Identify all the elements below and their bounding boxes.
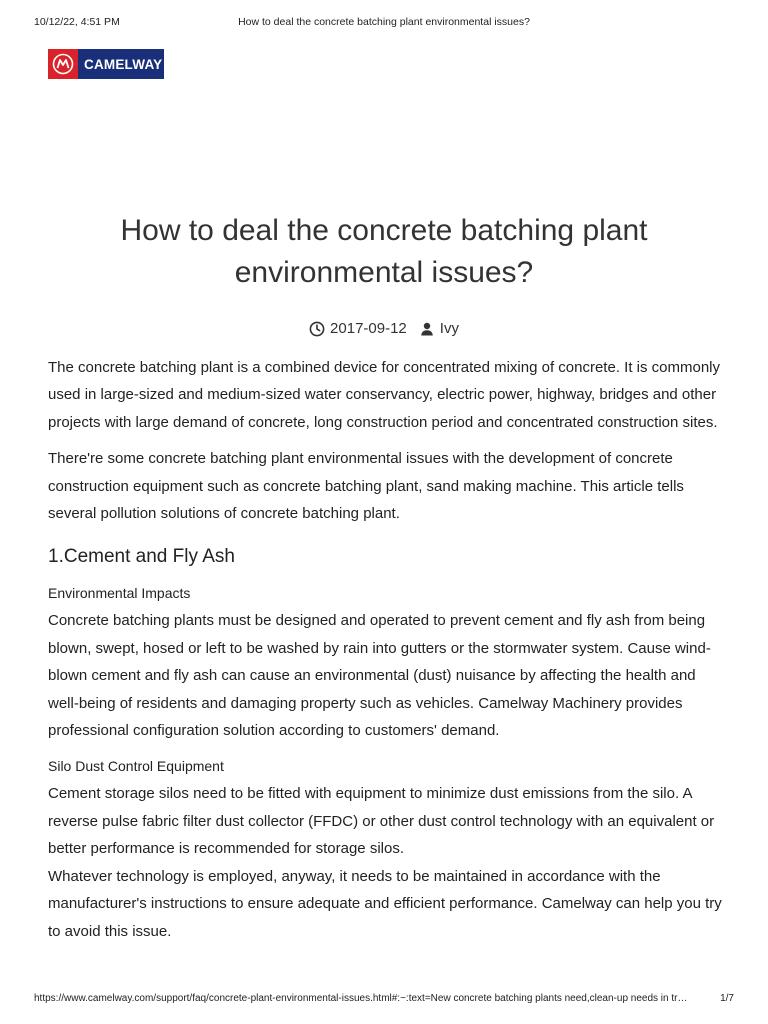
- print-footer-page-number: 1/7: [720, 993, 734, 1004]
- subheading-environmental-impacts: Environmental Impacts: [48, 585, 191, 602]
- print-footer-url: https://www.camelway.com/support/faq/concrete-plant-environmental-issues.html#:~:text=New concrete batching plants need,clean-up needs in tr…: [34, 993, 688, 1004]
- camelway-logo-mark-icon: [48, 49, 78, 79]
- article-author: Ivy: [439, 320, 459, 337]
- intro-paragraph-1: The concrete batching plant is a combined device for concentrated mixing of concrete. It is commonly used in large-sized and medium-sized water conservancy, electric power, highway, bridges and other projects with large demand of concrete, long construction period and concentrated construction sites.: [48, 359, 721, 431]
- article-date: 2017-09-12: [330, 320, 407, 337]
- camelway-logo[interactable]: [48, 49, 164, 79]
- silo-dust-control-text-1: Cement storage silos need to be fitted with equipment to minimize dust emissions from the silo. A reverse pulse fabric filter dust collector (FFDC) or other dust control technology with an equivalent or better performance is recommended for storage silos.: [48, 785, 715, 858]
- section-heading-cement-fly-ash: 1.Cement and Fly Ash: [48, 546, 235, 568]
- article-title: How to deal the concrete batching plant environmental issues?: [120, 214, 648, 289]
- article-meta: [0, 320, 768, 337]
- camelway-wordmark: CAMELWAY: [84, 56, 163, 72]
- print-header-title: How to deal the concrete batching plant environmental issues?: [238, 16, 530, 28]
- silo-dust-control-text-2: Whatever technology is employed, anyway, it needs to be maintained in accordance with the manufacturer's instructions to ensure adequate and efficient performance. Camelway can help you try to avoid this issue.: [48, 867, 722, 940]
- print-footer: [34, 993, 734, 1006]
- intro-paragraph-2: There're some concrete batching plant environmental issues with the development of concrete construction equipment such as concrete batching plant, sand making machine. This article tells several pollution solutions of concrete batching plant.: [48, 450, 684, 523]
- clock-icon: [309, 321, 325, 337]
- subheading-silo-dust-control: Silo Dust Control Equipment: [48, 758, 224, 775]
- print-header: [34, 16, 734, 30]
- print-header-datetime: 10/12/22, 4:51 PM: [34, 16, 120, 28]
- article-body: [48, 354, 728, 954]
- environmental-impacts-text: Concrete batching plants must be designed and operated to prevent cement and fly ash from being blown, swept, hosed or left to be washed by rain into gutters or the stormwater system. Cause wind-blown cement and fly ash can cause an environmental (dust) nuisance by affecting the health and well-being of residents and damaging property such as vehicles. Camelway Machinery provides professional configuration solution according to customers' demand.: [48, 612, 711, 740]
- user-icon: [419, 321, 435, 337]
